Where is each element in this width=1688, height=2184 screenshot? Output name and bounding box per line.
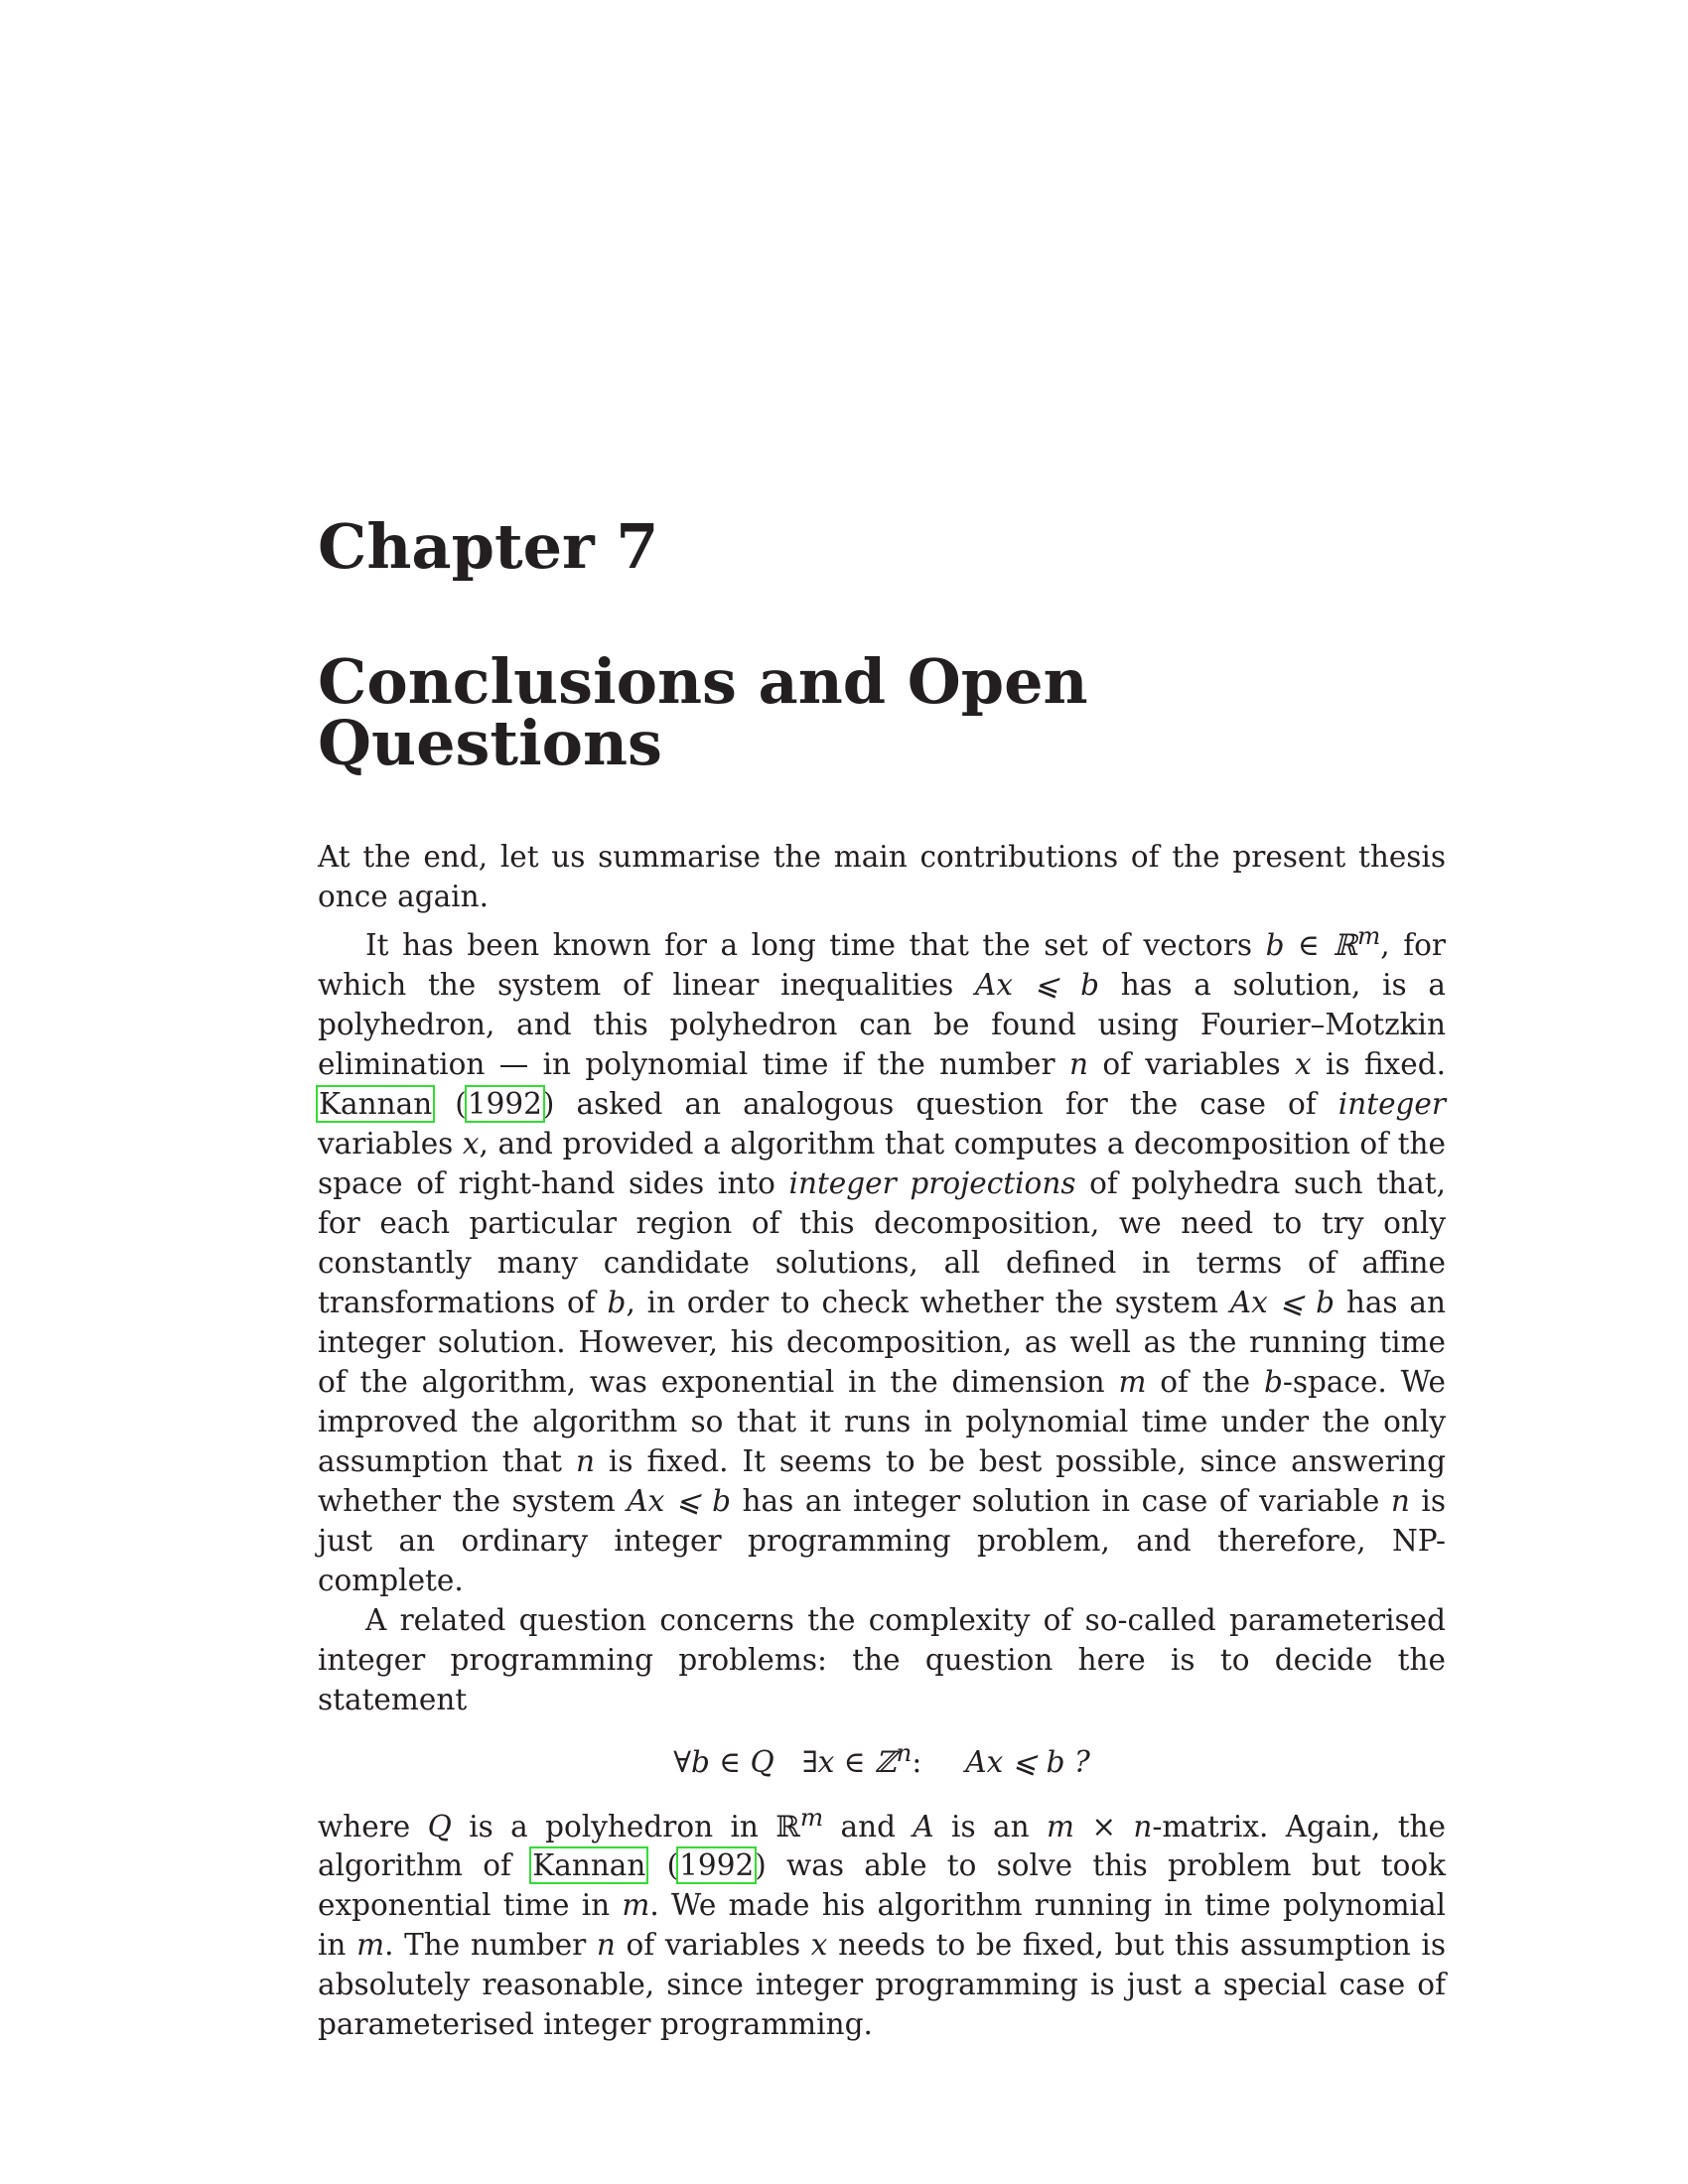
text: is an — [933, 1809, 1047, 1843]
emphasis: integer — [1337, 1086, 1446, 1121]
paragraph-1: At the end, let us summarise the main contributions of the present thesis once again. — [318, 840, 1446, 913]
text: , in order to check whether the system — [626, 1285, 1230, 1319]
math: A — [913, 1809, 934, 1843]
equation-sup: n — [896, 1737, 913, 1767]
text: ( — [646, 1848, 679, 1883]
text: has an integer solution in case of variable — [731, 1483, 1391, 1518]
text: -space. We improved the algorithm so that it runs in polynomial time under the only assumption that — [318, 1364, 1447, 1478]
math: x — [1295, 1046, 1312, 1081]
display-equation — [318, 1731, 1446, 1784]
math: Ax ⩽ b — [975, 967, 1100, 1002]
math: b — [1263, 1364, 1283, 1399]
paragraph-2 — [318, 916, 1446, 1600]
math-sup: m — [1356, 921, 1381, 950]
text: -matrix. Again, the algorithm of — [318, 1809, 1447, 1883]
math: Ax ⩽ b — [1229, 1285, 1336, 1319]
paragraph-4 — [318, 1798, 1446, 2045]
math: n — [1390, 1483, 1410, 1518]
equation-colon: : — [912, 1744, 922, 1779]
citation-author-link[interactable]: Kannan — [319, 1086, 433, 1121]
text: of variables — [615, 1928, 811, 1963]
text: variables — [318, 1126, 463, 1160]
text: ) — [755, 1848, 767, 1883]
chapter-label: Chapter 7 — [318, 510, 659, 583]
text: , for which the system of linear inequalities — [318, 927, 1446, 1002]
math: b ∈ ℝ — [1265, 927, 1357, 962]
text: ( — [433, 1086, 467, 1121]
body-text — [318, 837, 1446, 2044]
math: x — [462, 1126, 480, 1160]
text: , and provided a algorithm that computes a decomposition of the space of right-hand sides into — [318, 1126, 1446, 1200]
text: of polyhedra such that, for each particular region of this decomposition, we need to try only constantly many candidate solutions, all defined in terms of affine transformations of — [318, 1165, 1446, 1319]
citation-author-link[interactable]: Kannan — [532, 1848, 646, 1883]
text: was able to solve this problem but took exponential time in — [318, 1848, 1446, 1923]
text: asked an analogous question for the case of — [554, 1086, 1338, 1121]
math: x — [810, 1928, 828, 1963]
text: of the — [1146, 1364, 1264, 1399]
equation-inequality: Ax ⩽ b ? — [965, 1744, 1090, 1779]
text: has a solution, is a polyhedron, and this polyhedron can be found using Fourier–Motzkin elimination — in polynomial time if the number — [318, 967, 1446, 1081]
text: and — [823, 1809, 914, 1843]
equation-exists: ∃x ∈ ℤ — [801, 1744, 897, 1779]
math: ℝ — [775, 1809, 800, 1843]
text: . The number — [384, 1928, 597, 1963]
math: n — [1068, 1046, 1088, 1081]
math: m — [1118, 1364, 1147, 1399]
text: of variables — [1087, 1046, 1296, 1081]
text: is fixed. — [1311, 1046, 1446, 1081]
text: ) — [542, 1086, 555, 1121]
math: m × n — [1046, 1809, 1153, 1843]
emphasis: integer projections — [788, 1165, 1076, 1200]
text: where — [318, 1809, 428, 1843]
math: m — [622, 1888, 650, 1923]
chapter-heading — [318, 510, 1446, 779]
text: is a polyhedron in — [451, 1809, 776, 1843]
paragraph-3: A related question concerns the complexity of so-called parameterised integer programming problems: the question here is to decide the statement — [318, 1602, 1446, 1716]
text: needs to be fixed, but this assumption is absolutely reasonable, since integer programming is just a special case of parameterised integer programming. — [318, 1928, 1446, 2042]
math: Ax ⩽ b — [627, 1483, 731, 1518]
text: is fixed. It seems to be best possible, since answering whether the system — [318, 1443, 1447, 1518]
math-sup: m — [799, 1802, 824, 1832]
text: It has been known for a long time that the set of vectors — [365, 927, 1266, 962]
text: . We made his algorithm running in time polynomial in — [318, 1888, 1446, 1963]
equation-forall: ∀b ∈ Q — [673, 1744, 774, 1779]
text: has an integer solution. However, his decomposition, as well as the running time of the algorithm, was exponential in the dimension — [318, 1285, 1446, 1399]
chapter-title: Conclusions and Open Questions — [318, 645, 1088, 779]
math: m — [356, 1928, 385, 1963]
text: is just an ordinary integer programming problem, and therefore, NP-complete. — [318, 1483, 1446, 1597]
math: n — [575, 1443, 595, 1478]
math: b — [607, 1285, 627, 1319]
math: Q — [427, 1809, 452, 1843]
math: n — [596, 1928, 616, 1963]
citation-year-link[interactable]: 1992 — [467, 1086, 542, 1121]
citation-year-link[interactable]: 1992 — [679, 1848, 755, 1883]
